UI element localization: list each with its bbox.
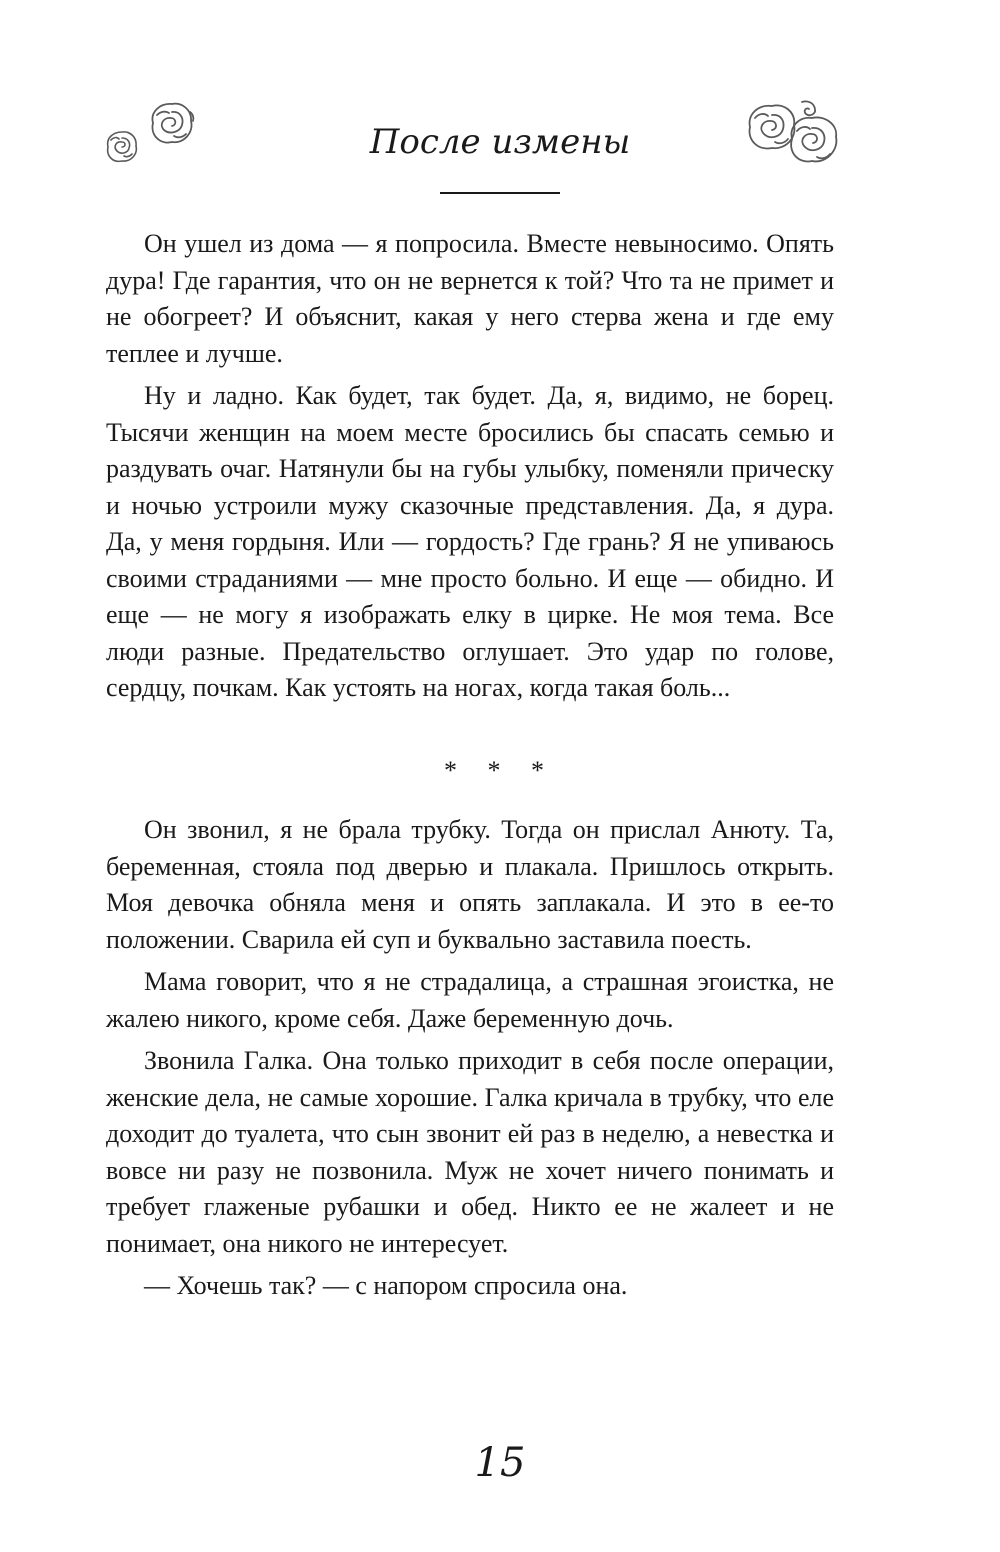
- paragraph: — Хочешь так? — с напором спросила она.: [144, 1271, 628, 1300]
- running-header-title: После измены: [369, 122, 631, 162]
- paragraph: Ну и ладно. Как будет, так будет. Да, я, видимо, не борец. Тысячи женщин на моем месте бросились бы спасать семью и раздувать очаг. Натянули бы на губы улыбку, поменяли прическу и ночью устроили мужу сказочные представления. Да, я дура. Да, у меня гордыня. Или — гордость? Где грань? Я не упиваюсь своими страданиями — мне просто больно. И еще — обидно. И еще — не могу я изображать елку в цирке. Не моя тема. Все люди разные. Предательство оглушает. Это удар по голове, сердцу, почкам. Как устоять на ногах, когда такая боль...: [106, 381, 834, 702]
- header-divider: [440, 192, 560, 194]
- page-number: 15: [474, 1440, 526, 1486]
- paragraph: Он ушел из дома — я попросила. Вместе невыносимо. Опять дура! Где гарантия, что он не вернется к той? Что та не примет и не обогреет? И объяснит, какая у него стерва жена и где ему теплее и лучше.: [106, 229, 834, 368]
- paragraph: Мама говорит, что я не страдалица, а страшная эгоистка, не жалею никого, кроме себя. Даже беременную дочь.: [106, 967, 834, 1033]
- text-section-2: [106, 812, 834, 1311]
- section-separator: * * *: [444, 756, 556, 785]
- paragraph: Он звонил, я не брала трубку. Тогда он прислал Анюту. Та, беременная, стояла под дверью и плакала. Пришлось открыть. Моя девочка обняла меня и опять заплакала. И это в ее-то положении. Сварила ей суп и буквально заставила поесть.: [106, 815, 834, 954]
- paragraph: Звонила Галка. Она только приходит в себя после операции, женские дела, не самые хорошие. Галка кричала в трубку, что еле доходит до туалета, что сын звонит ей раз в неделю, а невестка и вовсе ни разу не позвонила. Муж не хочет ничего понимать и требует глаженые рубашки и обед. Никто ее не жалеет и не понимает, она никого не интересует.: [106, 1046, 834, 1258]
- text-section-1: [106, 226, 834, 713]
